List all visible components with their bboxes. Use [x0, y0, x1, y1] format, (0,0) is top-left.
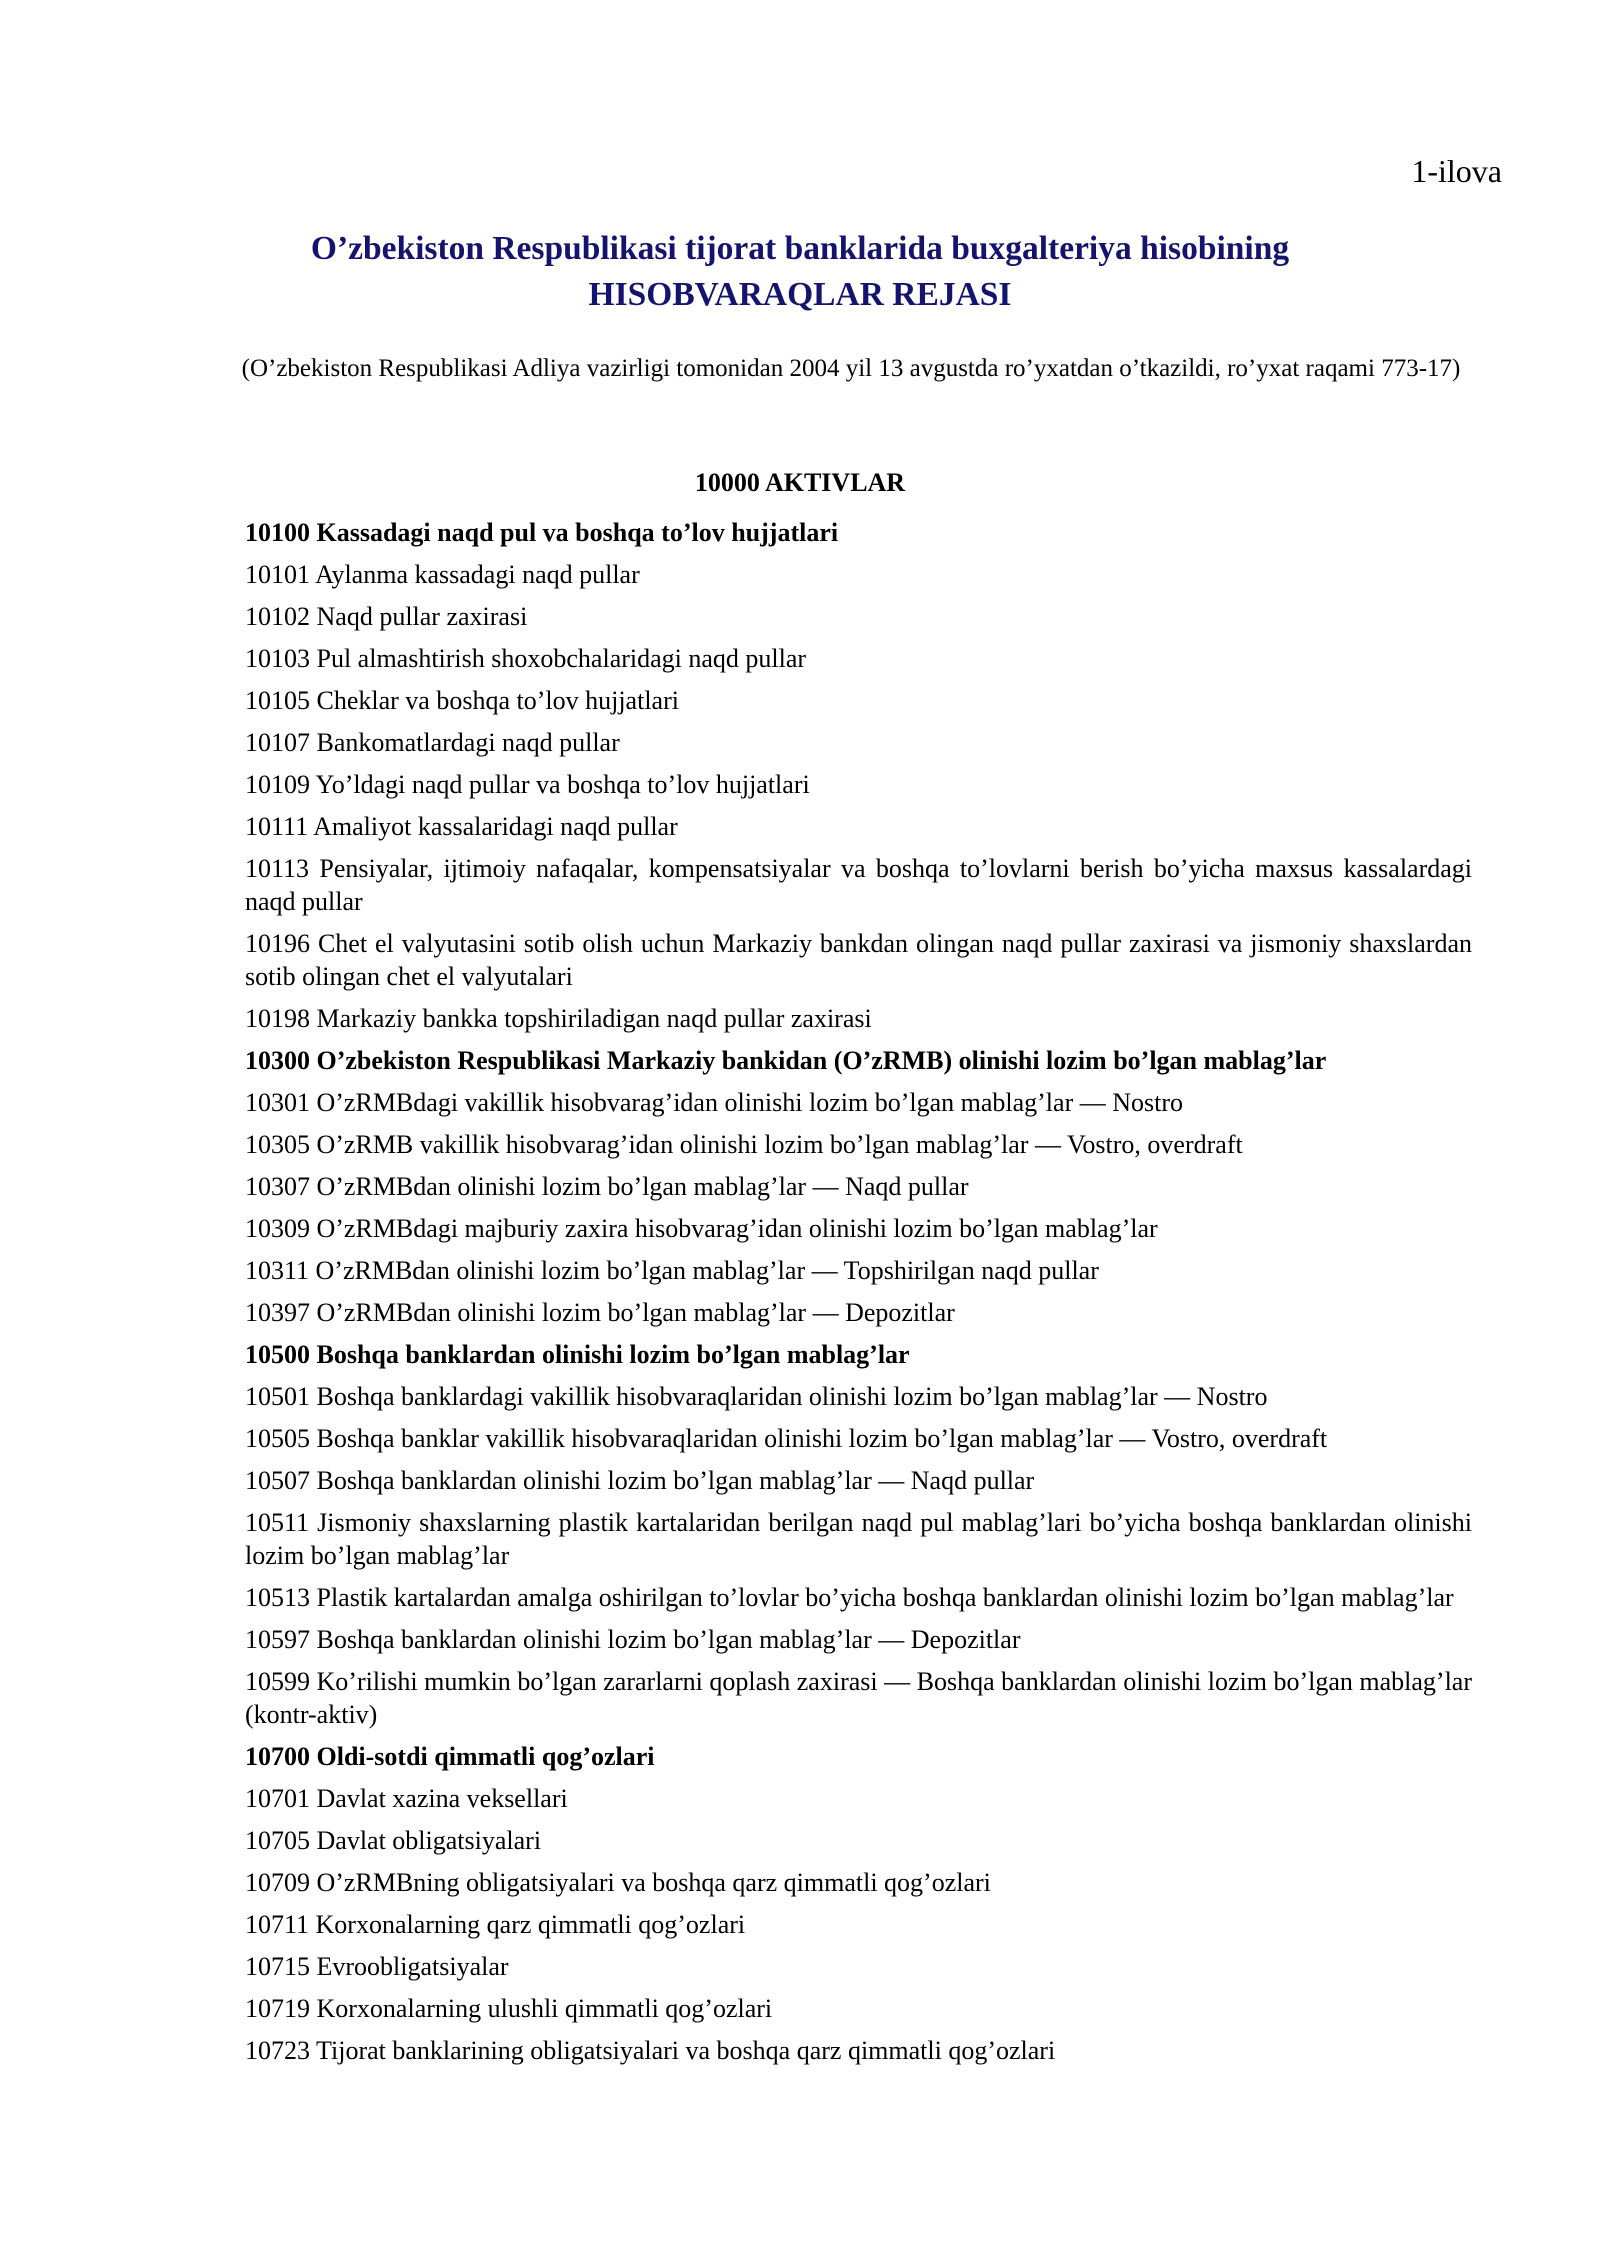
account-item: 10513 Plastik kartalardan amalga oshirilgan to’lovlar bo’yicha boshqa banklardan olinishi lozim bo’lgan mablag’lar	[245, 1583, 1454, 1612]
account-item: 10599 Ko’rilishi mumkin bo’lgan zararlarni qoplash zaxirasi — Boshqa banklardan olinishi lozim bo’lgan mablag’lar (kontr-aktiv)	[245, 1667, 1472, 1729]
document-title	[0, 226, 1600, 318]
title-line-2: HISOBVARAQLAR REJASI	[588, 276, 1012, 313]
title-line-1: O’zbekiston Respublikasi tijorat banklarida buxgalteriya hisobining	[310, 230, 1290, 267]
account-item: 10505 Boshqa banklar vakillik hisobvaraqlaridan olinishi lozim bo’lgan mablag’lar — Vostro, overdraft	[245, 1424, 1328, 1453]
account-item: 10103 Pul almashtirish shoxobchalaridagi naqd pullar	[245, 644, 807, 673]
account-item: 10719 Korxonalarning ulushli qimmatli qog’ozlari	[245, 1994, 773, 2023]
account-item: 10102 Naqd pullar zaxirasi	[245, 602, 528, 631]
account-item: 10307 O’zRMBdan olinishi lozim bo’lgan mablag’lar — Naqd pullar	[245, 1172, 969, 1201]
account-item: 10715 Evroobligatsiyalar	[245, 1952, 509, 1981]
account-group-heading: 10700 Oldi-sotdi qimmatli qog’ozlari	[245, 1742, 655, 1771]
account-item: 10105 Cheklar va boshqa to’lov hujjatlari	[245, 686, 679, 715]
account-item: 10107 Bankomatlardagi naqd pullar	[245, 728, 620, 757]
account-item: 10113 Pensiyalar, ijtimoiy nafaqalar, kompensatsiyalar va boshqa to’lovlarni berish bo’yicha maxsus kassalardagi naqd pullar	[245, 854, 1472, 916]
account-item: 10301 O’zRMBdagi vakillik hisobvarag’idan olinishi lozim bo’lgan mablag’lar — Nostro	[245, 1088, 1184, 1117]
account-item: 10305 O’zRMB vakillik hisobvarag’idan olinishi lozim bo’lgan mablag’lar — Vostro, overdraft	[245, 1130, 1243, 1159]
account-item: 10109 Yo’ldagi naqd pullar va boshqa to’lov hujjatlari	[245, 770, 810, 799]
account-item: 10511 Jismoniy shaxslarning plastik kartalaridan berilgan naqd pul mablag’lari bo’yicha boshqa banklardan olinishi lozim bo’lgan mablag’lar	[245, 1508, 1472, 1570]
account-group-heading: 10500 Boshqa banklardan olinishi lozim bo’lgan mablag’lar	[245, 1340, 910, 1369]
account-item: 10723 Tijorat banklarining obligatsiyalari va boshqa qarz qimmatli qog’ozlari	[245, 2036, 1056, 2065]
account-item: 10111 Amaliyot kassalaridagi naqd pullar	[245, 812, 678, 841]
account-item: 10701 Davlat xazina veksellari	[245, 1784, 568, 1813]
annex-label: 1-ilova	[1411, 153, 1502, 189]
account-list	[245, 512, 1472, 2072]
account-item: 10597 Boshqa banklardan olinishi lozim bo’lgan mablag’lar — Depozitlar	[245, 1625, 1021, 1654]
account-item: 10198 Markaziy bankka topshiriladigan naqd pullar zaxirasi	[245, 1004, 872, 1033]
account-item: 10196 Chet el valyutasini sotib olish uchun Markaziy bankdan olingan naqd pullar zaxirasi va jismoniy shaxslardan sotib olingan chet el valyutalari	[245, 929, 1472, 991]
section-title: 10000 AKTIVLAR	[694, 468, 906, 497]
account-item: 10311 O’zRMBdan olinishi lozim bo’lgan mablag’lar — Topshirilgan naqd pullar	[245, 1256, 1099, 1285]
account-item: 10705 Davlat obligatsiyalari	[245, 1826, 542, 1855]
account-item: 10309 O’zRMBdagi majburiy zaxira hisobvarag’idan olinishi lozim bo’lgan mablag’lar	[245, 1214, 1158, 1243]
account-group-heading: 10100 Kassadagi naqd pul va boshqa to’lov hujjatlari	[245, 518, 839, 547]
registration-note: (O’zbekiston Respublikasi Adliya vazirligi tomonidan 2004 yil 13 avgustda ro’yxatdan o’tkazildi, ro’yxat raqami 773-17)	[241, 355, 1461, 382]
account-group-heading: 10300 O’zbekiston Respublikasi Markaziy bankidan (O’zRMB) olinishi lozim bo’lgan mablag’lar	[245, 1046, 1327, 1075]
account-item: 10709 O’zRMBning obligatsiyalari va boshqa qarz qimmatli qog’ozlari	[245, 1868, 991, 1897]
account-item: 10101 Aylanma kassadagi naqd pullar	[245, 560, 640, 589]
account-item: 10397 O’zRMBdan olinishi lozim bo’lgan mablag’lar — Depozitlar	[245, 1298, 955, 1327]
account-item: 10711 Korxonalarning qarz qimmatli qog’ozlari	[245, 1910, 746, 1939]
account-item: 10507 Boshqa banklardan olinishi lozim bo’lgan mablag’lar — Naqd pullar	[245, 1466, 1035, 1495]
account-item: 10501 Boshqa banklardagi vakillik hisobvaraqlaridan olinishi lozim bo’lgan mablag’lar — Nostro	[245, 1382, 1268, 1411]
